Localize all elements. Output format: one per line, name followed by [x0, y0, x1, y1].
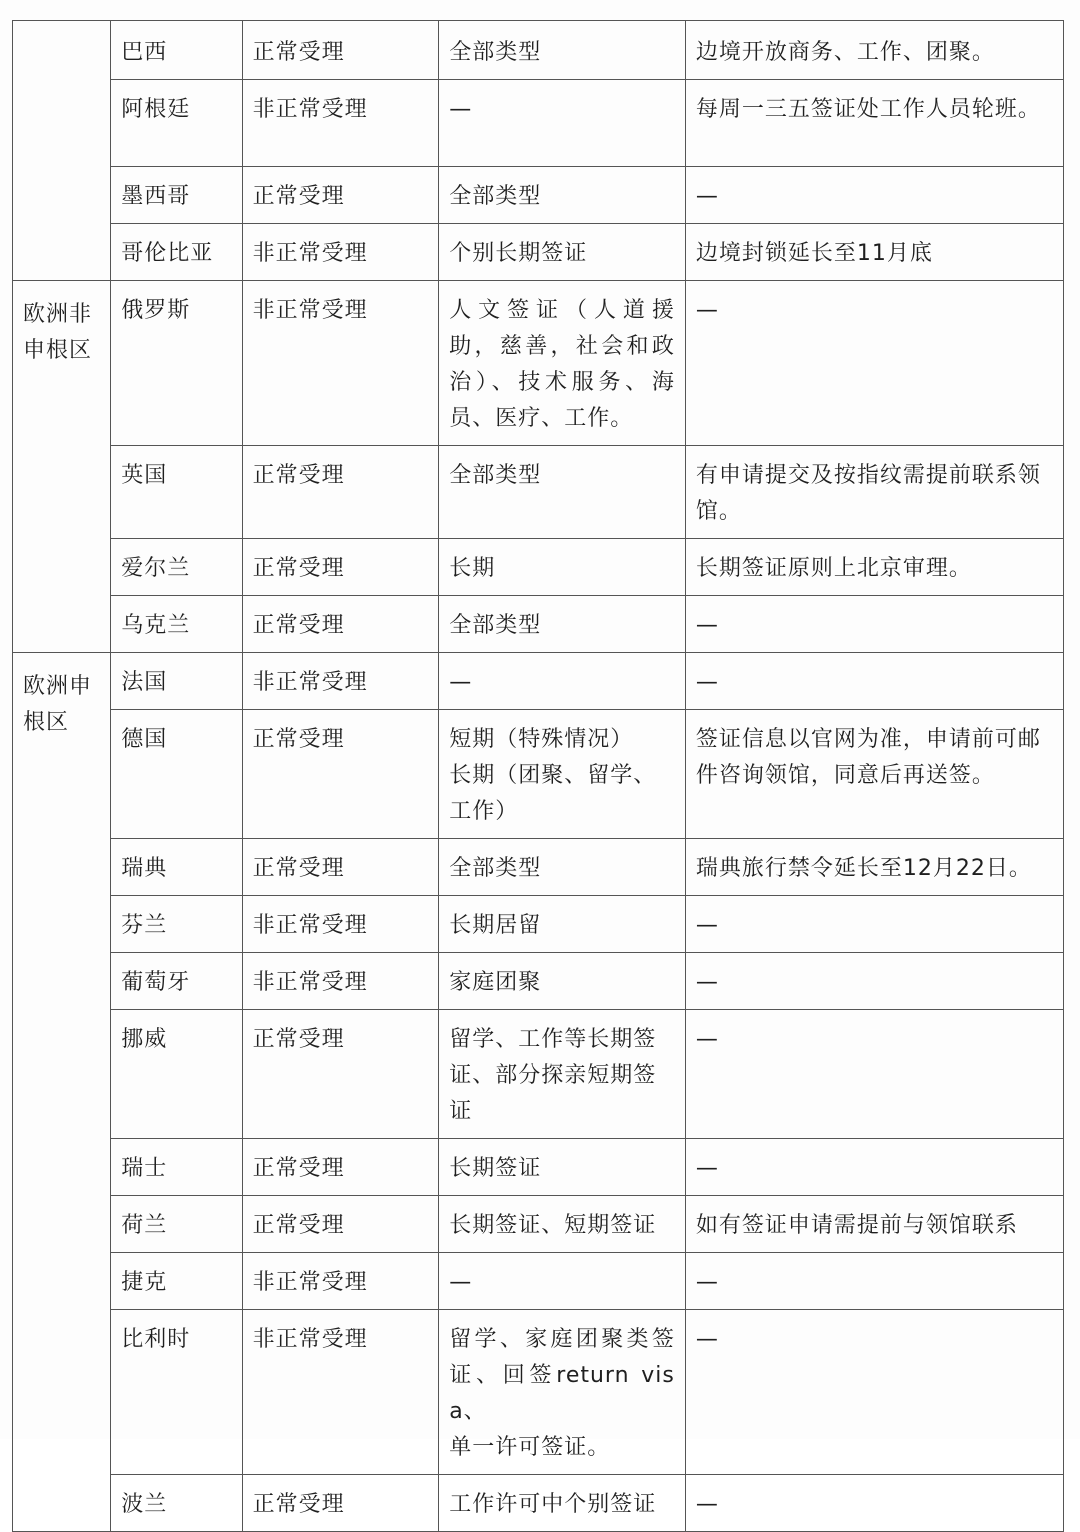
table-row [13, 539, 1064, 596]
country-cell: 波兰 [111, 1475, 242, 1532]
type-cell: 人文签证（人道援助，慈善，社会和政治）、技术服务、海员、医疗、工作。 [439, 281, 686, 446]
status-cell: 正常受理 [242, 167, 439, 224]
table-row [13, 1196, 1064, 1253]
country-cell: 墨西哥 [111, 167, 242, 224]
visa-status-table [12, 20, 1064, 1532]
country-cell: 比利时 [111, 1310, 242, 1475]
country-cell: 哥伦比亚 [111, 224, 242, 281]
region-cell-europe-non-schengen: 欧洲非 申根区 [13, 281, 111, 653]
type-cell: 长期签证、短期签证 [439, 1196, 686, 1253]
note-cell: — [685, 653, 1063, 710]
table-row [13, 953, 1064, 1010]
table-row [13, 21, 1064, 80]
status-cell: 正常受理 [242, 1010, 439, 1139]
country-cell: 爱尔兰 [111, 539, 242, 596]
status-cell: 正常受理 [242, 1196, 439, 1253]
note-cell: 如有签证申请需提前与领馆联系 [685, 1196, 1063, 1253]
status-cell: 正常受理 [242, 1475, 439, 1532]
region-cell-europe-schengen: 欧洲申 根区 [13, 653, 111, 1532]
table-row [13, 596, 1064, 653]
type-cell: — [439, 653, 686, 710]
note-cell: — [685, 1310, 1063, 1475]
table-row [13, 1253, 1064, 1310]
type-cell: 长期 [439, 539, 686, 596]
table-row [13, 710, 1064, 839]
status-cell: 非正常受理 [242, 1310, 439, 1475]
country-cell: 俄罗斯 [111, 281, 242, 446]
note-cell: — [685, 596, 1063, 653]
note-cell: — [685, 167, 1063, 224]
table-row [13, 896, 1064, 953]
table-row [13, 1310, 1064, 1475]
type-cell: 长期居留 [439, 896, 686, 953]
note-cell: — [685, 1139, 1063, 1196]
country-cell: 阿根廷 [111, 80, 242, 167]
status-cell: 非正常受理 [242, 1253, 439, 1310]
table-row [13, 653, 1064, 710]
note-cell: — [685, 1010, 1063, 1139]
country-cell: 法国 [111, 653, 242, 710]
table-row [13, 839, 1064, 896]
status-cell: 正常受理 [242, 1139, 439, 1196]
country-cell: 瑞典 [111, 839, 242, 896]
note-cell: — [685, 896, 1063, 953]
status-cell: 正常受理 [242, 596, 439, 653]
country-cell: 捷克 [111, 1253, 242, 1310]
country-cell: 巴西 [111, 21, 242, 80]
status-cell: 非正常受理 [242, 953, 439, 1010]
note-cell: 边境开放商务、工作、团聚。 [685, 21, 1063, 80]
table-row [13, 224, 1064, 281]
note-cell: 边境封锁延长至11月底 [685, 224, 1063, 281]
country-cell: 乌克兰 [111, 596, 242, 653]
country-cell: 德国 [111, 710, 242, 839]
region-cell-americas [13, 21, 111, 281]
type-cell: 长期签证 [439, 1139, 686, 1196]
type-cell: — [439, 80, 686, 167]
status-cell: 非正常受理 [242, 80, 439, 167]
status-cell: 非正常受理 [242, 281, 439, 446]
note-cell: 瑞典旅行禁令延长至12月22日。 [685, 839, 1063, 896]
status-cell: 正常受理 [242, 839, 439, 896]
note-cell: — [685, 1475, 1063, 1532]
note-cell: — [685, 953, 1063, 1010]
note-cell: — [685, 281, 1063, 446]
note-cell: 每周一三五签证处工作人员轮班。 [685, 80, 1063, 167]
table-row [13, 1010, 1064, 1139]
country-cell: 葡萄牙 [111, 953, 242, 1010]
country-cell: 荷兰 [111, 1196, 242, 1253]
table-row [13, 1475, 1064, 1532]
type-cell: 短期（特殊情况） 长期（团聚、留学、工作） [439, 710, 686, 839]
note-cell: 长期签证原则上北京审理。 [685, 539, 1063, 596]
status-cell: 正常受理 [242, 21, 439, 80]
country-cell: 英国 [111, 446, 242, 539]
type-cell: 全部类型 [439, 21, 686, 80]
type-cell: 个别长期签证 [439, 224, 686, 281]
table-row [13, 1139, 1064, 1196]
note-cell: — [685, 1253, 1063, 1310]
status-cell: 非正常受理 [242, 896, 439, 953]
country-cell: 芬兰 [111, 896, 242, 953]
note-cell: 有申请提交及按指纹需提前联系领馆。 [685, 446, 1063, 539]
table-row [13, 167, 1064, 224]
type-cell: 留学、家庭团聚类签证、回签return visa、 单一许可签证。 [439, 1310, 686, 1475]
type-cell: 留学、工作等长期签证、部分探亲短期签证 [439, 1010, 686, 1139]
note-cell: 签证信息以官网为准，申请前可邮件咨询领馆，同意后再送签。 [685, 710, 1063, 839]
type-cell: 家庭团聚 [439, 953, 686, 1010]
status-cell: 非正常受理 [242, 224, 439, 281]
type-cell: 全部类型 [439, 839, 686, 896]
country-cell: 瑞士 [111, 1139, 242, 1196]
table-row [13, 80, 1064, 167]
type-cell: 全部类型 [439, 446, 686, 539]
type-cell: — [439, 1253, 686, 1310]
country-cell: 挪威 [111, 1010, 242, 1139]
status-cell: 非正常受理 [242, 653, 439, 710]
type-cell: 全部类型 [439, 596, 686, 653]
type-cell: 全部类型 [439, 167, 686, 224]
status-cell: 正常受理 [242, 539, 439, 596]
type-cell: 工作许可中个别签证 [439, 1475, 686, 1532]
table-row [13, 281, 1064, 446]
status-cell: 正常受理 [242, 446, 439, 539]
status-cell: 正常受理 [242, 710, 439, 839]
table-row [13, 446, 1064, 539]
